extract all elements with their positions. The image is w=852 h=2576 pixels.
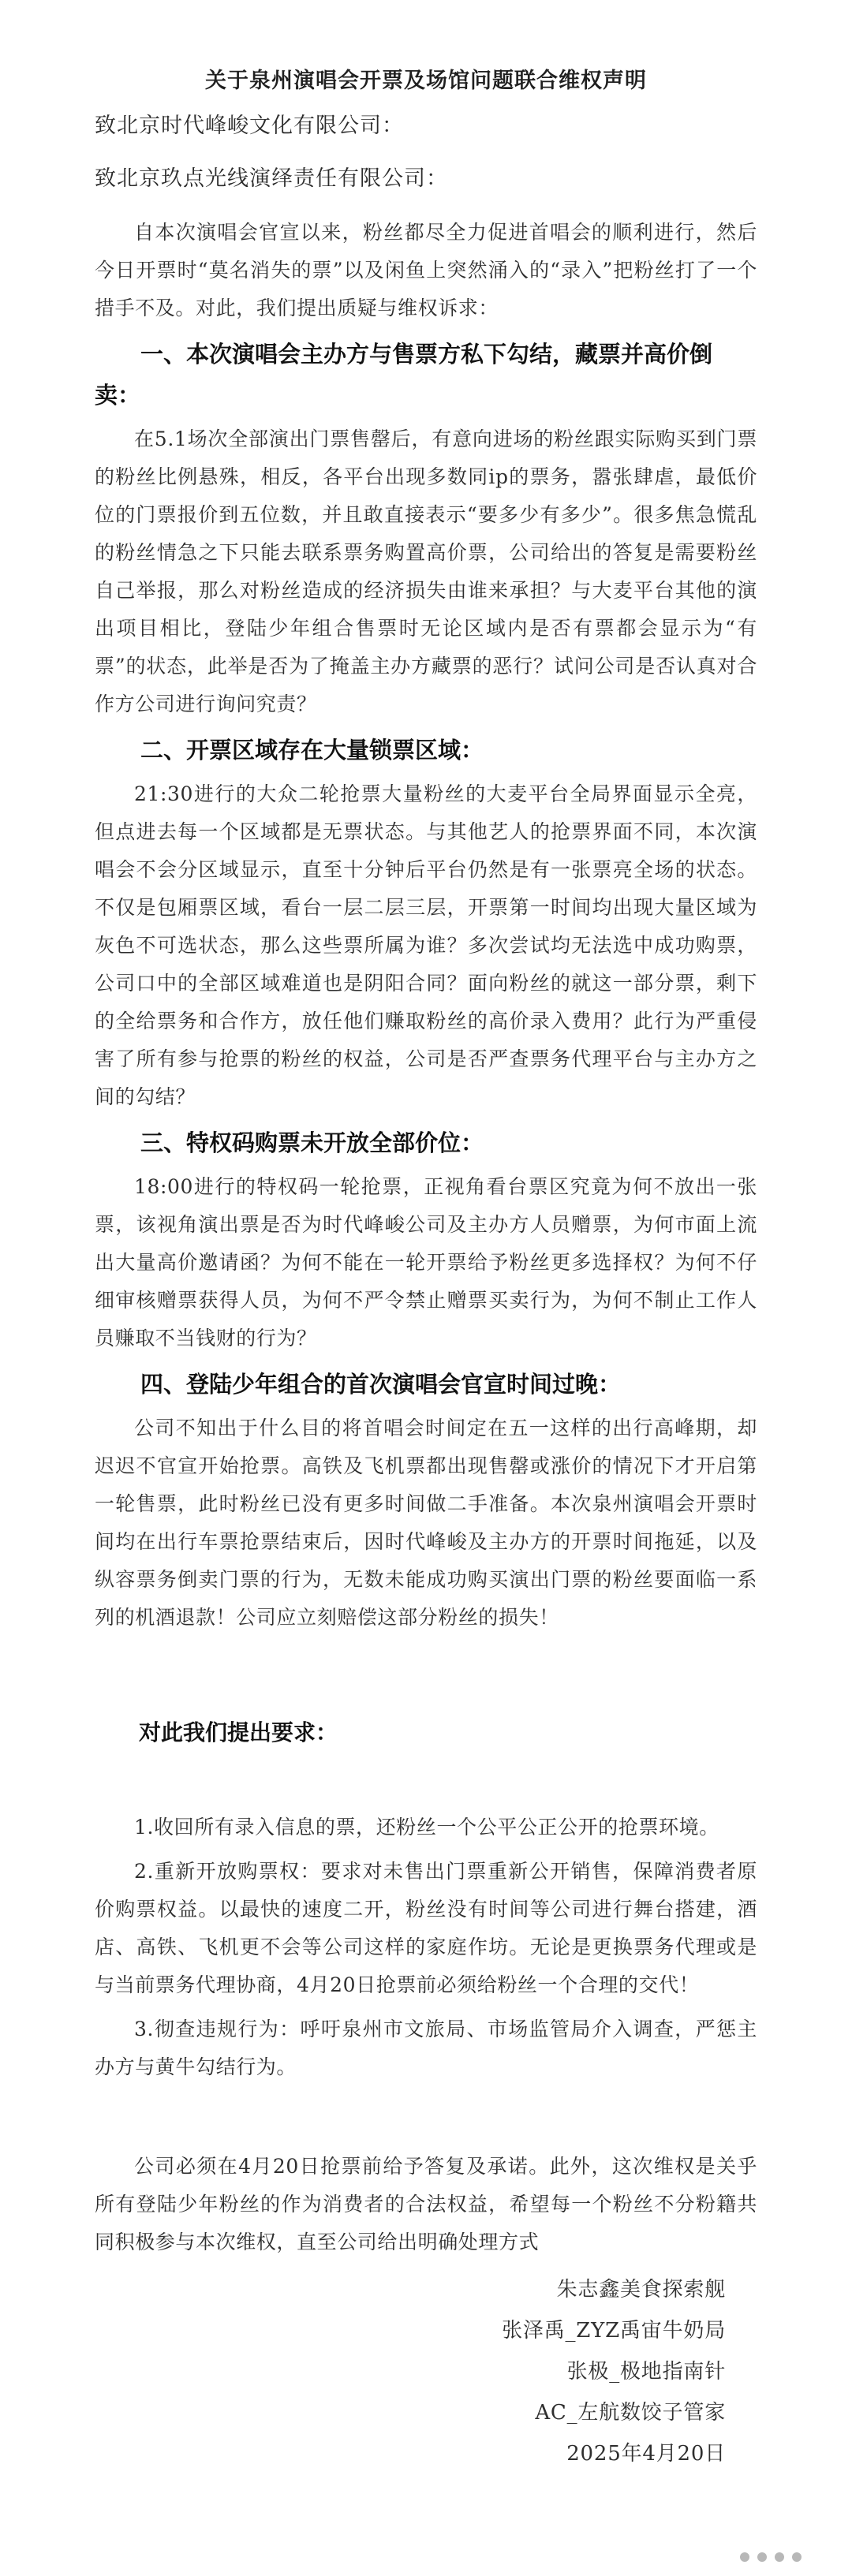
section-heading: 一、本次演唱会主办方与售票方私下勾结，藏票并高价倒卖： xyxy=(95,341,713,409)
section-1 xyxy=(95,334,757,723)
demand-item: 3.彻查违规行为：呼吁泉州市文旅局、市场监管局介入调查，严惩主办方与黄牛勾结行为。 xyxy=(95,2018,757,2078)
section-body: 公司不知出于什么目的将首唱会时间定在五一这样的出行高峰期，却迟迟不官宣开始抢票。高铁及飞机票都出现售罄或涨价的情况下才开启第一轮售票，此时粉丝已没有更多时间做二手准备。本次泉州演唱会开票时间均在出行车票抢票结束后，因时代峰峻及主办方的开票时间拖延，以及纵容票务倒卖门票的行为，无数未能成功购买演出门票的粉丝要面临一系列的机酒退款！公司应立刻赔偿这部分粉丝的损失！ xyxy=(95,1417,757,1629)
document-date: 2025年4月20日 xyxy=(566,2442,726,2466)
section-2 xyxy=(95,730,757,1116)
section-body: 18:00进行的特权码一轮抢票，正视角看台票区究竟为何不放出一张票，该视角演出票是否为时代峰峻公司及主办方人员赠票，为何市面上流出大量高价邀请函？为何不能在一轮开票给予粉丝更多选择权？为何不仔细审核赠票获得人员，为何不严令禁止赠票买卖行为，为何不制止工作人员赚取不当钱财的行为？ xyxy=(95,1175,757,1350)
signature-line: 张极_极地指南针 xyxy=(566,2360,726,2384)
section-heading: 四、登陆少年组合的首次演唱会官宣时间过晚： xyxy=(140,1371,622,1398)
signature-line: AC_左航数饺子管家 xyxy=(535,2401,726,2425)
signature-line: 朱志鑫美食探索舰 xyxy=(556,2278,726,2302)
intro-paragraph: 自本次演唱会官宣以来，粉丝都尽全力促进首唱会的顺利进行，然后今日开票时“莫名消失的票”以及闲鱼上突然涌入的“录入”把粉丝打了一个措手不及。对此，我们提出质疑与维权诉求： xyxy=(95,221,757,319)
demand-item: 2.重新开放购票权：要求对未售出门票重新公开销售，保障消费者原价购票权益。以最快的速度二开，粉丝没有时间等公司进行舞台搭建，酒店、高铁、飞机更不会等公司这样的家庭作坊。无论是更换票务代理或是与当前票务代理协商，4月20日抢票前必须给粉丝一个合理的交代！ xyxy=(95,1860,757,1996)
document-title: 关于泉州演唱会开票及场馆问题联合维权声明 xyxy=(205,69,647,93)
page-dot xyxy=(740,2552,749,2562)
demand-item: 1.收回所有录入信息的票，还粉丝一个公平公正公开的抢票环境。 xyxy=(134,1816,719,1839)
section-3 xyxy=(95,1122,757,1357)
demands-list xyxy=(95,1809,757,2086)
addressee-line-1: 致北京时代峰峻文化有限公司： xyxy=(95,114,404,138)
signature-block xyxy=(95,2269,757,2474)
section-4 xyxy=(95,1364,757,1637)
closing-paragraph: 公司必须在4月20日抢票前给予答复及承诺。此外，这次维权是关乎所有登陆少年粉丝的作为消费者的合法权益，希望每一个粉丝不分粉籍共同积极参与本次维权，直至公司给出明确处理方式 xyxy=(95,2155,757,2253)
page-dot xyxy=(757,2552,767,2562)
section-heading: 二、开票区域存在大量锁票区域： xyxy=(140,737,484,763)
demands-heading: 对此我们提出要求： xyxy=(139,1719,338,1745)
page-dot xyxy=(792,2552,802,2562)
section-heading: 三、特权码购票未开放全部价位： xyxy=(140,1129,484,1156)
page-indicator xyxy=(740,2552,802,2562)
addressee-line-2: 致北京玖点光线演绎责任有限公司： xyxy=(95,166,448,191)
section-body: 21:30进行的大众二轮抢票大量粉丝的大麦平台全局界面显示全亮，但点进去每一个区域都是无票状态。与其他艺人的抢票界面不同，本次演唱会不会分区域显示，直至十分钟后平台仍然是有一张票亮全场的状态。不仅是包厢票区域，看台一层二层三层，开票第一时间均出现大量区域为灰色不可选状态，那么这些票所属为谁？多次尝试均无法选中成功购票，公司口中的全部区域难道也是阴阳合同？面向粉丝的就这一部分票，剩下的全给票务和合作方，放任他们赚取粉丝的高价录入费用？此行为严重侵害了所有参与抢票的粉丝的权益，公司是否严查票务代理平台与主办方之间的勾结？ xyxy=(95,782,757,1108)
page-dot xyxy=(775,2552,784,2562)
statement-document xyxy=(95,63,757,2474)
section-body: 在5.1场次全部演出门票售罄后，有意向进场的粉丝跟实际购买到门票的粉丝比例悬殊，相反，各平台出现多数同ip的票务，嚣张肆虐，最低价位的门票报价到五位数，并且敢直接表示“要多少有多少”。很多焦急慌乱的粉丝情急之下只能去联系票务购置高价票，公司给出的答复是需要粉丝自己举报，那么对粉丝造成的经济损失由谁来承担？与大麦平台其他的演出项目相比，登陆少年组合售票时无论区域内是否有票都会显示为“有票”的状态，此举是否为了掩盖主办方藏票的恶行？试问公司是否认真对合作方公司进行询问究责？ xyxy=(95,427,757,715)
signature-line: 张泽禹_ZYZ禹宙牛奶局 xyxy=(502,2319,726,2343)
